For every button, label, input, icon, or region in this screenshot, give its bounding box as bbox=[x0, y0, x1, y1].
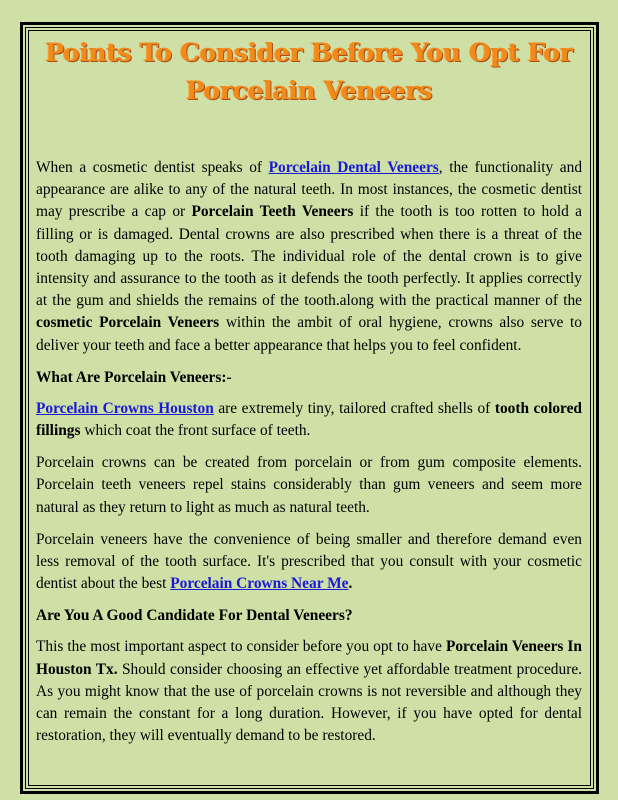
bold-text: tooth colored fillings bbox=[36, 399, 582, 440]
porcelain-dental-veneers-link[interactable]: Porcelain Dental Veneers bbox=[268, 159, 439, 176]
bold-text: Porcelain Teeth Veneers bbox=[191, 203, 354, 221]
section-heading-good-candidate: Are You A Good Candidate For Dental Veneers? bbox=[36, 607, 353, 625]
section-heading-what-are-veneers: What Are Porcelain Veneers:- bbox=[36, 368, 232, 386]
paragraph-convenience bbox=[36, 529, 582, 596]
text: which coat the front surface of teeth. bbox=[80, 422, 311, 440]
text: Should consider choosing an effective yet affordable treatment procedure. As you might know that the use of porcelain crowns is not reversible and although they can remain the constant for a long duration. However, if you have opted for dental restoration, they will eventually demand to be restored. bbox=[36, 660, 582, 745]
paragraph-candidate bbox=[36, 636, 582, 747]
paragraph-intro bbox=[36, 157, 582, 357]
text: Porcelain veneers have the convenience of being smaller and therefore demand even less removal of the tooth surface. It's prescribed that you consult with your cosmetic dentist about the best bbox=[36, 530, 582, 593]
text: , the functionality and appearance are alike to any of the natural teeth. In most instances, the cosmetic dentist may prescribe a cap or bbox=[36, 159, 583, 221]
porcelain-crowns-near-me-link[interactable]: Porcelain Crowns Near Me bbox=[170, 575, 349, 593]
bold-text: . bbox=[348, 575, 353, 593]
text: if the tooth is too rotten to hold a filling or is damaged. Dental crowns are also prescribed when there is a threat of the tooth damaging up to the roots. The individual role of the dental crown is to give intensity and assurance to the tooth as it defends the tooth perfectly. It applies correctly at the gum and shields the remains of the tooth.along with the practical manner of the bbox=[36, 203, 583, 310]
bold-text: cosmetic Porcelain Veneers bbox=[36, 314, 220, 332]
bold-text: Porcelain Veneers In Houston Tx. bbox=[36, 638, 582, 678]
porcelain-crowns-houston-link[interactable]: Porcelain Crowns Houston bbox=[36, 399, 214, 417]
paragraph-materials: Porcelain crowns can be created from porcelain or from gum composite elements. Porcelain teeth veneers repel stains considerably than gum veneers and seem more natural as they return to light as much as natural teeth. bbox=[36, 454, 582, 516]
text: When a cosmetic dentist speaks of bbox=[36, 159, 269, 176]
paragraph-crowns-houston bbox=[36, 398, 582, 442]
page-title: Points To Consider Before You Opt For Porcelain Veneers bbox=[45, 38, 573, 105]
text: This the most important aspect to consider before you opt to have bbox=[36, 638, 446, 656]
article-body bbox=[36, 157, 582, 757]
text: within the ambit of oral hygiene, crowns also serve to deliver your teeth and face a better appearance that helps you to feel confident. bbox=[36, 314, 582, 354]
text: are extremely tiny, tailored crafted shells of bbox=[213, 399, 495, 417]
